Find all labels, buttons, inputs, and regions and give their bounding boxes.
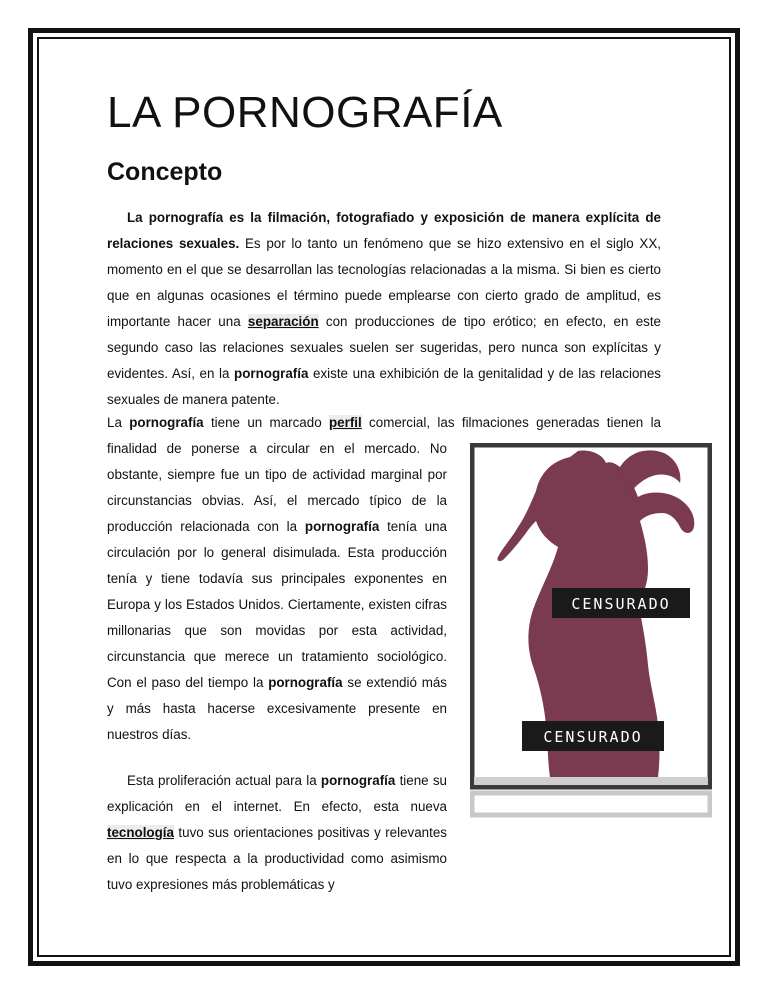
text-run: tuvo sus orientaciones positivas y relevantes en lo que respecta a la productividad como asimismo tuvo expresiones más problemáticas y — [107, 825, 447, 892]
text-run: tenía una circulación por lo general disimulada. Esta producción tenía y tiene todavía sus principales exponentes en Europa y los Estados Unidos. Ciertamente, existen cifras millonarias que son movidas por esta actividad, circunstancia que merece un tratamiento sociológico. Con el paso del tiempo la — [107, 519, 447, 690]
censored-figure-image — [470, 443, 712, 819]
censor-label-bottom: CENSURADO — [543, 728, 643, 746]
keyword: pornografía — [320, 773, 396, 788]
text-run: finalidad de ponerse a circular en el mercado. No obstante, siempre fue un tipo de actividad marginal por circunstancias obvias. Así, el mercado típico de la producción relacionada con la — [107, 441, 447, 534]
text-run: La — [107, 415, 130, 430]
text-run: se extendió más y más hasta hacerse excesivamente presente en nuestros días. — [107, 675, 447, 742]
keyword: pornografía — [268, 675, 343, 690]
censor-label-top: CENSURADO — [571, 595, 671, 613]
paragraph-commercial-line — [107, 410, 661, 436]
keyword: pornografía — [129, 415, 204, 430]
text-run: tiene su explicación en el internet. En efecto, esta nueva — [107, 773, 447, 814]
paragraph-intro — [107, 205, 661, 413]
paragraph-commercial — [107, 436, 447, 748]
image-shadow — [474, 777, 708, 785]
link-tecnologia[interactable]: tecnología — [107, 825, 174, 840]
link-perfil[interactable]: perfil — [328, 415, 362, 430]
document-title: LA PORNOGRAFÍA — [107, 88, 503, 137]
image-bottom-bar — [472, 793, 710, 815]
text-run: con producciones de tipo erótico; en efecto, en este segundo caso las relaciones sexuales suelen ser sugeridas, pero nunca son explícitas y evidentes. Así, en la — [107, 314, 662, 381]
link-separacion[interactable]: separación — [247, 314, 319, 329]
text-run: Esta proliferación actual para la — [127, 773, 321, 788]
text-run: tiene un marcado — [203, 415, 329, 430]
text-run: Es por lo tanto un fenómeno que se hizo extensivo en el siglo XX, momento en el que se desarrollan las tecnologías relacionadas a la misma. Si bien es cierto que en algunas ocasiones el término puede emplearse con cierto grado de amplitud, es importante hacer una — [107, 236, 661, 329]
section-heading: Concepto — [107, 158, 223, 186]
paragraph-internet — [107, 768, 447, 898]
text-run: comercial, las filmaciones generadas tienen la — [361, 415, 661, 430]
censored-figure-svg — [470, 443, 712, 819]
text-run: existe una exhibición de la genitalidad y de las relaciones sexuales de manera patente. — [107, 366, 661, 407]
lead-definition: La pornografía es la filmación, fotografiado y exposición de manera explícita de relaciones sexuales. — [107, 210, 661, 251]
keyword: pornografía — [304, 519, 380, 534]
keyword: pornografía — [234, 366, 309, 381]
